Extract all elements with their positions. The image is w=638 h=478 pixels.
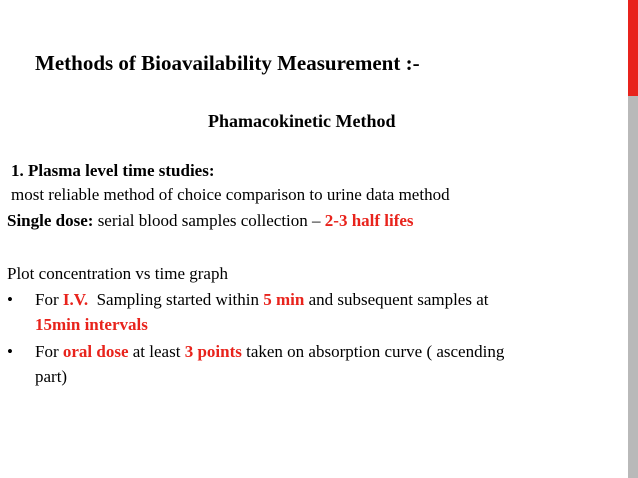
- bullet-1-pre: For: [35, 290, 63, 309]
- bullet-2-pre: For: [35, 342, 63, 361]
- bullet-2-continuation: part): [35, 367, 68, 386]
- bullet-1-interval: 15min intervals: [35, 315, 148, 334]
- single-dose-line: [7, 210, 414, 232]
- body-line-method: most reliable method of choice comparison to urine data method: [11, 185, 450, 204]
- bullet-2-points: 3 points: [184, 342, 242, 361]
- bullet-2-post: taken on absorption curve ( ascending: [241, 342, 505, 361]
- bullet-1-post: and subsequent samples at: [304, 290, 489, 309]
- slide-subtitle: Phamacokinetic Method: [208, 111, 396, 131]
- single-dose-label: Single dose:: [7, 211, 94, 230]
- bullet-2-line: [35, 341, 504, 363]
- bullet-2-oral-dose: oral dose: [62, 342, 129, 361]
- section-heading: 1. Plasma level time studies:: [11, 161, 215, 180]
- bullet-2-symbol: •: [7, 342, 13, 361]
- bullet-1-mid: Sampling started within: [88, 290, 264, 309]
- side-bar-accent: [628, 0, 638, 96]
- single-dose-text: serial blood samples collection –: [93, 211, 325, 230]
- bullet-1-iv: I.V.: [62, 290, 89, 309]
- plot-line: Plot concentration vs time graph: [7, 264, 228, 283]
- bullet-1-symbol: •: [7, 290, 13, 309]
- bullet-2-mid: at least: [128, 342, 185, 361]
- bullet-1-time: 5 min: [263, 290, 305, 309]
- bullet-1-line: [35, 289, 489, 311]
- bullet-1-continuation: [35, 314, 148, 336]
- single-dose-highlight: 2-3 half lifes: [324, 211, 414, 230]
- slide-title: Methods of Bioavailability Measurement :-: [35, 51, 420, 75]
